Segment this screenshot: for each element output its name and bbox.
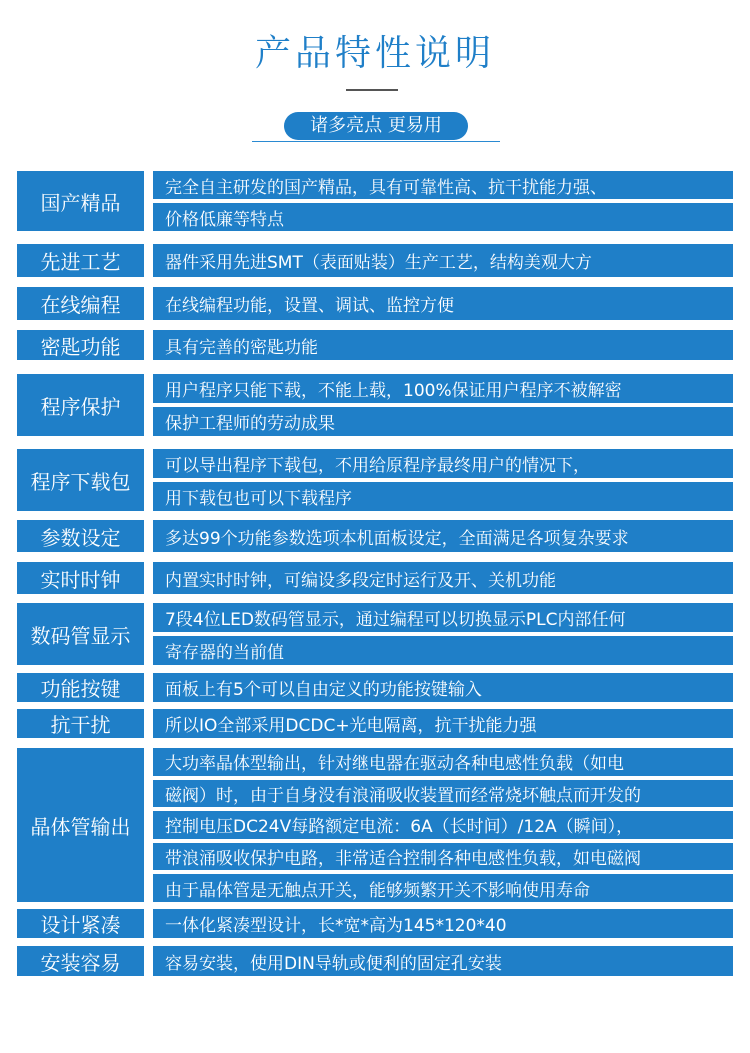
feature-row bbox=[17, 562, 733, 594]
feature-description-line: 由于晶体管是无触点开关，能够频繁开关不影响使用寿命 bbox=[153, 874, 733, 902]
feature-description bbox=[153, 603, 733, 665]
feature-label: 晶体管输出 bbox=[17, 748, 144, 902]
feature-description-line: 大功率晶体型输出，针对继电器在驱动各种电感性负载（如电 bbox=[153, 748, 733, 776]
feature-row bbox=[17, 374, 733, 436]
feature-description-line: 磁阀）时，由于自身没有浪涌吸收装置而经常烧坏触点而开发的 bbox=[153, 780, 733, 808]
feature-description-line: 用下载包也可以下载程序 bbox=[153, 482, 733, 511]
feature-description bbox=[153, 449, 733, 511]
feature-description-line: 器件采用先进SMT（表面贴装）生产工艺，结构美观大方 bbox=[153, 244, 733, 277]
feature-label: 先进工艺 bbox=[17, 244, 144, 277]
feature-description bbox=[153, 673, 733, 702]
feature-description-line: 可以导出程序下载包，不用给原程序最终用户的情况下， bbox=[153, 449, 733, 478]
feature-description-line: 完全自主研发的国产精品，具有可靠性高、抗干扰能力强、 bbox=[153, 171, 733, 199]
feature-label: 程序下载包 bbox=[17, 449, 144, 511]
feature-description bbox=[153, 374, 733, 436]
feature-description-line: 价格低廉等特点 bbox=[153, 203, 733, 231]
feature-description bbox=[153, 287, 733, 320]
feature-row bbox=[17, 330, 733, 360]
feature-label: 在线编程 bbox=[17, 287, 144, 320]
feature-description-line: 一体化紧凑型设计，长*宽*高为145*120*40 bbox=[153, 909, 733, 938]
feature-label: 数码管显示 bbox=[17, 603, 144, 665]
feature-description-line: 用户程序只能下载，不能上载，100%保证用户程序不被解密 bbox=[153, 374, 733, 403]
feature-description bbox=[153, 946, 733, 976]
feature-description-line: 在线编程功能，设置、调试、监控方便 bbox=[153, 287, 733, 320]
feature-label: 密匙功能 bbox=[17, 330, 144, 360]
feature-description-line: 多达99个功能参数选项本机面板设定，全面满足各项复杂要求 bbox=[153, 520, 733, 552]
feature-label: 设计紧凑 bbox=[17, 909, 144, 938]
feature-row bbox=[17, 709, 733, 738]
feature-label: 参数设定 bbox=[17, 520, 144, 552]
feature-description bbox=[153, 562, 733, 594]
subtitle-badge: 诸多亮点 更易用 bbox=[284, 112, 468, 140]
feature-description-line: 带浪涌吸收保护电路，非常适合控制各种电感性负载，如电磁阀 bbox=[153, 843, 733, 871]
page-title: 产品特性说明 bbox=[254, 33, 495, 74]
feature-description-line: 容易安装，使用DIN导轨或便利的固定孔安装 bbox=[153, 946, 733, 976]
feature-row bbox=[17, 449, 733, 511]
feature-description-line: 所以IO全部采用DCDC+光电隔离，抗干扰能力强 bbox=[153, 709, 733, 738]
feature-row bbox=[17, 909, 733, 938]
feature-label: 安装容易 bbox=[17, 946, 144, 976]
feature-description bbox=[153, 330, 733, 360]
feature-description-line: 寄存器的当前值 bbox=[153, 636, 733, 665]
feature-row bbox=[17, 673, 733, 702]
feature-row bbox=[17, 748, 733, 902]
feature-description-line: 7段4位LED数码管显示，通过编程可以切换显示PLC内部任何 bbox=[153, 603, 733, 632]
feature-row bbox=[17, 244, 733, 277]
feature-description bbox=[153, 748, 733, 902]
feature-description bbox=[153, 171, 733, 231]
feature-description bbox=[153, 244, 733, 277]
feature-description-line: 保护工程师的劳动成果 bbox=[153, 407, 733, 436]
feature-description-line: 内置实时时钟，可编设多段定时运行及开、关机功能 bbox=[153, 562, 733, 594]
feature-description-line: 具有完善的密匙功能 bbox=[153, 330, 733, 360]
feature-label: 功能按键 bbox=[17, 673, 144, 702]
feature-description bbox=[153, 709, 733, 738]
feature-label: 程序保护 bbox=[17, 374, 144, 436]
feature-row bbox=[17, 520, 733, 552]
feature-description-line: 控制电压DC24V每路额定电流：6A（长时间）/12A（瞬间）， bbox=[153, 811, 733, 839]
feature-description bbox=[153, 520, 733, 552]
feature-row bbox=[17, 603, 733, 665]
feature-description-line: 面板上有5个可以自由定义的功能按键输入 bbox=[153, 673, 733, 702]
feature-row bbox=[17, 171, 733, 231]
feature-row bbox=[17, 287, 733, 320]
feature-description bbox=[153, 909, 733, 938]
feature-label: 抗干扰 bbox=[17, 709, 144, 738]
feature-label: 国产精品 bbox=[17, 171, 144, 231]
feature-label: 实时时钟 bbox=[17, 562, 144, 594]
feature-row bbox=[17, 946, 733, 976]
